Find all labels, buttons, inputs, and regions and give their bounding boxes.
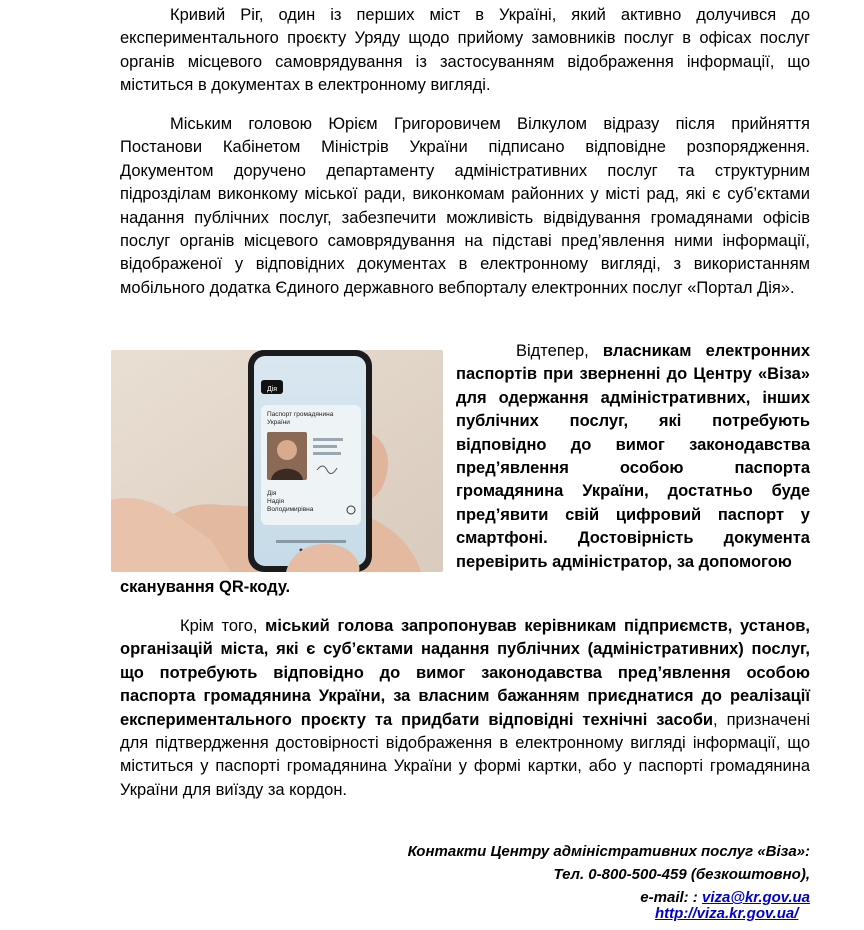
app-logo-text: Дія: [266, 386, 278, 393]
card-name-line1: Дія: [267, 490, 277, 497]
paragraph-digital-passport: [456, 340, 810, 574]
paragraph-order: [120, 113, 810, 300]
paragraph-digital-passport-bold: власникам електронних паспортів при зверненні до Центру «Віза» для одержання адміністративних, інших публічних послуг, які потребують відповідно до вимог законодавства пред’явлення особою паспорта громадянина України, достатньо буде пред’явити свій цифровий паспорт у смартфоні. Достовірність документа перевірить адміністратор, за допомогою: [456, 342, 810, 571]
phone-photo: [111, 350, 443, 572]
paragraph-intro-text: Кривий Ріг, один із перших міст в Україні, який активно долучився до експериментального проєкту Уряду щодо прийому замовників послуг в офісах послуг органів місцевого самоврядування із застосуванням відображення інформації, що міститься в документах в електронному вигляді.: [120, 6, 810, 95]
card-name-line3: Володимирівна: [267, 506, 314, 513]
contacts-phone: Тел. 0-800-500-459 (безкоштовно),: [553, 866, 810, 883]
card-title-line1: Паспорт громадянина: [267, 411, 334, 418]
contacts-email-label: e-mail: :: [640, 889, 702, 906]
paragraph-proposal-rest: , призначені для підтвердження достовірності відображення в електронному вигляді інформації, що міститься у паспорті громадянина України у формі картки, або у паспорті громадянина України для виїзду за кордон.: [120, 710, 810, 799]
contacts-heading: Контакти Центру адміністративних послуг «Віза»:: [407, 843, 810, 860]
email-link[interactable]: viza@kr.gov.ua: [701, 889, 810, 906]
contacts-block: [408, 840, 810, 909]
website-link[interactable]: http://viza.kr.gov.ua/: [655, 905, 799, 922]
card-name-line2: Надія: [267, 498, 285, 505]
paragraph-proposal-bold: міський голова запропонував керівникам підприємств, установ, організацій міста, які є суб’єктами надання публічних (адміністративних) послуг, що потребують відповідно до вимог законодавства пред’явлення особою паспорта громадянина України, за власним бажанням приєднатися до реалізації експериментального проєкту та придбати відповідні технічні засоби: [120, 617, 811, 729]
paragraph-proposal: [120, 615, 810, 802]
card-title-line2: України: [267, 419, 290, 426]
paragraph-proposal-lead: Крім того,: [180, 617, 266, 635]
paragraph-digital-passport-tail: сканування QR-коду.: [120, 578, 291, 596]
paragraph-intro: [120, 4, 810, 98]
paragraph-digital-passport-lead: Відтепер,: [516, 342, 603, 360]
paragraph-order-text: Міським головою Юрієм Григоровичем Вілкулом відразу після прийняття Постанови Кабінетом Міністрів України підписано відповідне розпорядження. Документом доручено департаменту адміністративних послуг та структурним підрозділам виконкому міської ради, виконкомам районних у місті рад, які є суб’єктами надання публічних послуг, забезпечити можливість відвідування громадянами офісів послуг органів місцевого самоврядування на підставі пред’явлення ними інформації, відображеної у відповідних документах в електронному вигляді, з використанням мобільного додатка Єдиного державного вебпорталу електронних послуг «Портал Дія».: [120, 115, 810, 297]
